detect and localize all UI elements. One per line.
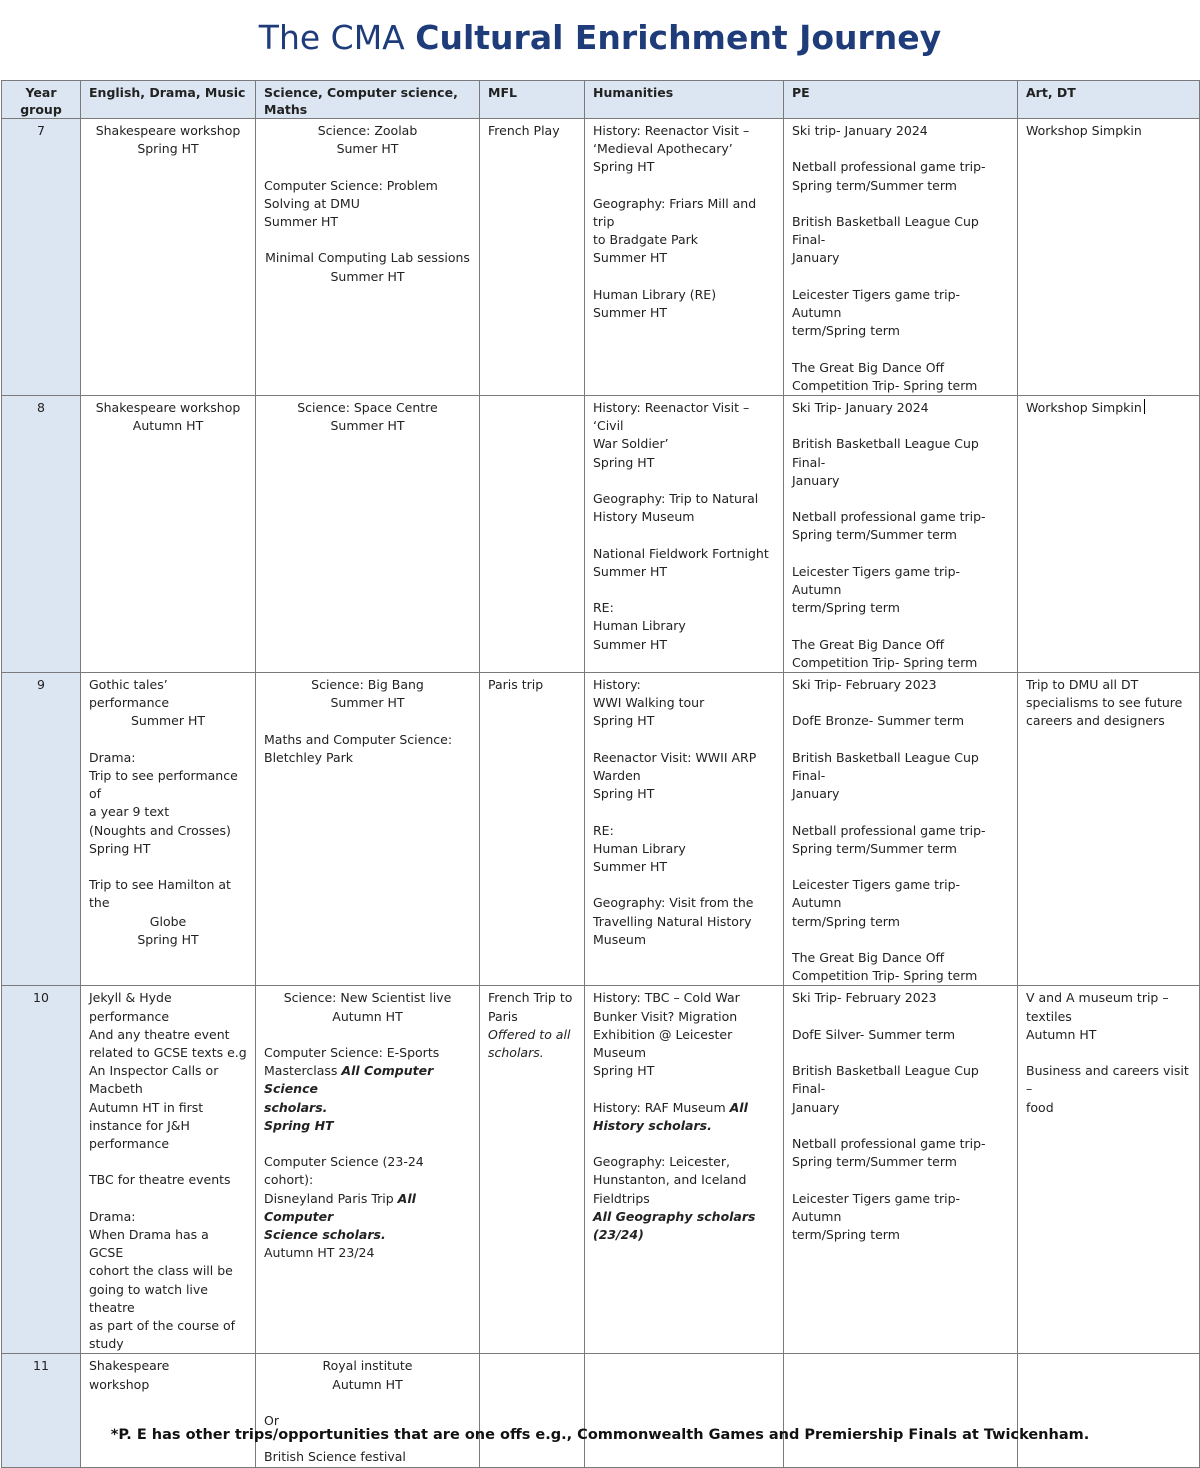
cell-line: Globe — [149, 913, 187, 929]
cell-line: Autumn HT — [1026, 1026, 1097, 1042]
cell-line: Netball professional game trip- — [792, 159, 986, 175]
cell-line: Summer HT — [330, 268, 405, 284]
cell-line: History: — [593, 676, 641, 692]
cell-line: Spring HT — [593, 786, 655, 802]
cell-line: Summer HT — [330, 695, 405, 711]
cell-line — [264, 158, 471, 176]
cell-line: term/Spring term — [792, 600, 900, 616]
cell-line: (Noughts and Crosses) — [89, 822, 231, 838]
cell-line: Ski trip- January 2024 — [792, 123, 928, 138]
cell-line: British Basketball League Cup Final- — [792, 436, 983, 470]
cell-line — [792, 490, 1009, 508]
cell-line: Summer HT — [264, 214, 339, 229]
cell-line: Spring HT — [593, 1063, 655, 1079]
header-row — [2, 81, 1200, 119]
cell-line: Spring HT — [89, 840, 151, 856]
cell-line — [792, 140, 1009, 158]
cell-line: Computer Science: E-Sports — [264, 1044, 440, 1060]
cell-line: War Soldier’ — [593, 436, 669, 452]
cell-art-dt — [1018, 119, 1200, 396]
cell-line: as part of the course of — [89, 1317, 236, 1333]
cell-line: Bunker Visit? Migration — [593, 1008, 738, 1024]
cell-line: Trip to see performance of — [89, 767, 242, 802]
cell-line: Autumn HT — [332, 1376, 403, 1392]
cell-line: term/Spring term — [792, 323, 900, 339]
cell-line: All Geography scholars — [593, 1208, 756, 1224]
cell-line: Workshop Simpkin — [1026, 123, 1142, 138]
cell-line: Macbeth — [89, 1081, 143, 1097]
header-mfl: MFL — [480, 81, 585, 119]
cell-line: And any theatre event — [89, 1026, 230, 1042]
cell-line: History: TBC – Cold War — [593, 990, 740, 1006]
cell-line: Paris — [488, 1008, 518, 1024]
cell-mfl — [480, 1354, 585, 1467]
cell-line: performance — [89, 695, 170, 711]
cell-line: cohort the class will be — [89, 1263, 233, 1279]
cell-line: Leicester Tigers game trip- Autumn — [792, 563, 965, 597]
cell-line — [593, 876, 775, 894]
cell-line — [593, 526, 775, 544]
cell-line — [792, 1044, 1009, 1062]
cell-line: Computer Science (23-24 cohort): — [264, 1154, 428, 1188]
cell-art-dt — [1018, 1354, 1200, 1467]
cell-line: British Science festival — [264, 1449, 406, 1465]
cell-line — [593, 731, 775, 749]
cell-line: Reenactor Visit: WWII ARP — [593, 749, 757, 765]
header-science: Science, Computer science, Maths — [256, 81, 480, 119]
cell-line: Science: Space Centre — [297, 399, 438, 415]
cell-line: workshop — [89, 1376, 150, 1392]
cell-english — [81, 119, 256, 396]
cell-line — [792, 858, 1009, 876]
cell-art-dt — [1018, 986, 1200, 1354]
title-bold: Cultural Enrichment Journey — [415, 18, 942, 57]
cell-line: study — [89, 1336, 124, 1352]
cell-line — [593, 472, 775, 490]
cell-humanities — [585, 1354, 784, 1467]
cell-line — [792, 803, 1009, 821]
cell-line: Science: New Scientist live — [283, 990, 452, 1006]
cell-line: Human Library — [593, 840, 686, 856]
cell-line: Royal institute — [322, 1358, 413, 1374]
cell-line: Spring term/Summer term — [792, 1154, 957, 1170]
enrichment-table — [1, 80, 1200, 1468]
cell-line — [792, 268, 1009, 286]
cell-line: Netball professional game trip- — [792, 1135, 986, 1151]
cell-line: Competition Trip- Spring term — [792, 377, 978, 393]
header-humanities: Humanities — [585, 81, 784, 119]
cell-line: Geography: Trip to Natural — [593, 490, 759, 506]
cell-english — [81, 672, 256, 985]
cell-line: Computer Science: Problem — [264, 177, 438, 193]
cell-line: Netball professional game trip- — [792, 509, 986, 525]
table-row — [2, 119, 1200, 396]
cell-line: January — [792, 786, 840, 802]
cell-line: Gothic tales’ — [89, 676, 168, 692]
title-normal: The CMA — [258, 18, 416, 57]
cell-mfl — [480, 395, 585, 672]
cell-line: January — [792, 1099, 840, 1115]
cell-line: Spring term/Summer term — [792, 527, 957, 543]
cell-line: Museum — [593, 1044, 647, 1060]
cell-line — [792, 1117, 1009, 1135]
cell-line: Shakespeare workshop — [95, 399, 241, 415]
cell-line: Summer HT — [593, 636, 668, 652]
cell-line: Geography: Visit from the — [593, 895, 754, 911]
cell-line: Or — [264, 1412, 279, 1428]
cell-line: textiles — [1026, 1008, 1072, 1024]
cell-line: Spring HT — [137, 931, 199, 947]
cell-line: Minimal Computing Lab sessions — [265, 250, 470, 266]
cell-line: Summer HT — [130, 713, 206, 729]
cell-pe — [784, 672, 1018, 985]
cell-line: RE: — [593, 822, 614, 838]
cell-line: January — [792, 250, 840, 266]
cell-line: Spring HT — [593, 159, 655, 175]
cell-line — [792, 617, 1009, 635]
cell-line: careers and designers — [1026, 713, 1165, 729]
cell-line: Geography: Friars Mill and trip — [593, 195, 761, 229]
cell-pe — [784, 986, 1018, 1354]
cell-line: ‘Medieval Apothecary’ — [593, 141, 733, 157]
cell-science — [256, 986, 480, 1354]
cell-line — [792, 1008, 1009, 1026]
cell-line: DofE Bronze- Summer term — [792, 713, 964, 729]
cell-line: Paris trip — [488, 676, 544, 692]
cell-line: Leicester Tigers game trip- Autumn — [792, 286, 965, 320]
cell-line — [593, 581, 775, 599]
cell-line: Shakespeare workshop — [95, 123, 241, 138]
cell-line: Ski Trip- January 2024 — [792, 399, 929, 415]
cell-line: Leicester Tigers game trip- Autumn — [792, 1190, 965, 1224]
cell-line — [593, 1080, 775, 1098]
cell-line: Spring HT — [593, 713, 655, 729]
cell-line: Maths and Computer Science: — [264, 731, 453, 747]
cell-pe — [784, 395, 1018, 672]
header-english: English, Drama, Music — [81, 81, 256, 119]
cell-line: Drama: — [89, 1208, 136, 1224]
cell-line: French Play — [488, 123, 560, 138]
cell-line: Hunstanton, and Iceland — [593, 1172, 747, 1188]
cell-line: (23/24) — [593, 1226, 644, 1242]
year-group-cell: 8 — [2, 395, 81, 672]
cell-art-dt — [1018, 672, 1200, 985]
cell-line: The Great Big Dance Off — [792, 949, 945, 965]
cell-line: Competition Trip- Spring term — [792, 654, 978, 670]
cell-line: specialisms to see future — [1026, 695, 1183, 711]
cell-mfl — [480, 986, 585, 1354]
cell-line: Disneyland Paris Trip All Computer — [264, 1190, 421, 1224]
header-year-group: Year group — [2, 81, 81, 119]
cell-line: Ski Trip- February 2023 — [792, 676, 937, 692]
cell-pe — [784, 1354, 1018, 1467]
table-row — [2, 395, 1200, 672]
cell-line: Autumn HT 23/24 — [264, 1245, 375, 1261]
cell-mfl — [480, 119, 585, 396]
cell-line: Summer HT — [593, 858, 668, 874]
cell-line — [593, 177, 775, 195]
cell-english — [81, 986, 256, 1354]
cell-line: term/Spring term — [792, 1226, 900, 1242]
cell-line: Netball professional game trip- — [792, 822, 986, 838]
cell-line: performance — [89, 1135, 170, 1151]
cell-line: Human Library (RE) — [593, 286, 717, 302]
cell-line: Spring HT — [593, 454, 655, 470]
cell-line — [89, 1153, 247, 1171]
cell-pe — [784, 119, 1018, 396]
cell-line — [264, 231, 471, 249]
table-row — [2, 672, 1200, 985]
cell-line: Fieldtrips — [593, 1190, 650, 1206]
cell-line: History scholars. — [593, 1117, 712, 1133]
cell-line: Ski Trip- February 2023 — [792, 990, 937, 1006]
cell-line — [792, 931, 1009, 949]
cell-line: Spring term/Summer term — [792, 177, 957, 193]
table-row — [2, 986, 1200, 1354]
cell-line: performance — [89, 1008, 170, 1024]
cell-line: a year 9 text — [89, 804, 170, 820]
cell-line: scholars. — [488, 1044, 544, 1060]
cell-line: Spring HT — [264, 1117, 334, 1133]
year-group-cell: 9 — [2, 672, 81, 985]
cell-line: Jekyll & Hyde — [89, 990, 172, 1006]
cell-science — [256, 1354, 480, 1467]
cell-line: Summer HT — [330, 418, 405, 434]
cell-line: History Museum — [593, 509, 695, 525]
cell-line: History: Reenactor Visit – — [593, 123, 750, 138]
cell-humanities — [585, 672, 784, 985]
cell-line: Offered to all — [488, 1026, 571, 1042]
cell-line — [792, 545, 1009, 563]
cell-humanities — [585, 395, 784, 672]
cell-line: Trip to DMU all DT — [1026, 676, 1139, 692]
cell-line: instance for J&H — [89, 1117, 190, 1133]
cell-line: going to watch live theatre — [89, 1281, 212, 1315]
cell-line: Travelling Natural History — [593, 913, 752, 929]
page-title — [0, 18, 1200, 57]
cell-line — [792, 195, 1009, 213]
cell-line: Science: Big Bang — [311, 676, 424, 692]
cell-line: Solving at DMU — [264, 195, 360, 211]
cell-line: Masterclass All Computer Science — [264, 1063, 438, 1097]
cell-line: Human Library — [593, 618, 686, 634]
cell-line: Trip to see Hamilton at the — [89, 877, 235, 911]
cell-line: An Inspector Calls or — [89, 1063, 219, 1079]
cell-english — [81, 395, 256, 672]
cell-mfl — [480, 672, 585, 985]
cell-line — [89, 731, 247, 749]
text-cursor — [1144, 399, 1145, 414]
cell-line: DofE Silver- Summer term — [792, 1026, 956, 1042]
cell-line: Summer HT — [593, 305, 668, 320]
cell-line: January — [792, 472, 840, 488]
cell-line: Warden — [593, 767, 641, 783]
cell-line: Museum — [593, 931, 647, 947]
cell-line: Leicester Tigers game trip- Autumn — [792, 877, 965, 911]
cell-line — [264, 1394, 471, 1412]
table-row — [2, 1354, 1200, 1467]
cell-line — [593, 1135, 775, 1153]
cell-line — [89, 1190, 247, 1208]
cell-line: Competition Trip- Spring term — [792, 968, 978, 984]
cell-line — [593, 268, 775, 286]
cell-line: Science scholars. — [264, 1226, 386, 1242]
cell-line: French Trip to — [488, 990, 573, 1006]
cell-line: When Drama has a GCSE — [89, 1226, 213, 1261]
cell-line: National Fieldwork Fortnight — [593, 545, 769, 561]
cell-line: term/Spring term — [792, 913, 900, 929]
cell-line: Summer HT — [593, 563, 668, 579]
cell-line: Business and careers visit – — [1026, 1063, 1193, 1097]
cell-line: Spring HT — [137, 141, 199, 157]
cell-line: British Basketball League Cup Final- — [792, 213, 983, 248]
cell-line: food — [1026, 1099, 1054, 1115]
cell-line: RE: — [593, 600, 614, 616]
cell-line — [593, 803, 775, 821]
cell-line: Geography: Leicester, — [593, 1154, 730, 1170]
cell-line: Summer HT — [593, 250, 668, 266]
cell-line: British Basketball League Cup Final- — [792, 1063, 983, 1097]
year-group-cell: 10 — [2, 986, 81, 1354]
cell-line — [264, 1135, 471, 1153]
cell-line: Spring term/Summer term — [792, 840, 957, 856]
year-group-cell: 11 — [2, 1354, 81, 1467]
cell-line: Autumn HT — [132, 418, 204, 434]
cell-line: V and A museum trip – — [1026, 990, 1169, 1006]
cell-line: Workshop Simpkin — [1026, 399, 1191, 417]
cell-line: scholars. — [264, 1099, 328, 1115]
cell-line: The Great Big Dance Off — [792, 359, 945, 375]
cell-line: TBC for theatre events — [89, 1172, 231, 1188]
header-art-dt: Art, DT — [1018, 81, 1200, 119]
cell-line: Bletchley Park — [264, 749, 353, 765]
cell-line: History: Reenactor Visit – ‘Civil — [593, 399, 754, 434]
cell-line: Autumn HT — [332, 1008, 403, 1024]
cell-line — [792, 694, 1009, 712]
year-group-cell: 7 — [2, 119, 81, 396]
cell-line: to Bradgate Park — [593, 232, 699, 248]
cell-line — [264, 1026, 471, 1044]
cell-science — [256, 672, 480, 985]
cell-line: Science: Zoolab — [317, 123, 418, 138]
cell-line — [89, 858, 247, 876]
cell-line — [1026, 1044, 1191, 1062]
cell-line: Autumn HT in first — [89, 1099, 204, 1115]
cell-line — [792, 1171, 1009, 1189]
cell-line — [792, 731, 1009, 749]
cell-line: Shakespeare — [89, 1358, 170, 1374]
cell-line: Sumer HT — [336, 141, 399, 157]
cell-science — [256, 119, 480, 396]
cell-line: WWI Walking tour — [593, 695, 705, 711]
cell-line: related to GCSE texts e.g — [89, 1044, 247, 1060]
cell-line: Drama: — [89, 749, 136, 765]
cell-line — [792, 340, 1009, 358]
cell-line: Exhibition @ Leicester — [593, 1026, 733, 1042]
cell-line — [792, 417, 1009, 435]
cell-science — [256, 395, 480, 672]
cell-line — [264, 712, 471, 730]
footnote: *P. E has other trips/opportunities that are one offs e.g., Commonwealth Games and Premiership Finals at Twickenham. — [110, 1427, 1090, 1443]
header-pe: PE — [784, 81, 1018, 119]
cell-english — [81, 1354, 256, 1467]
cell-line: British Basketball League Cup Final- — [792, 749, 983, 783]
cell-line: History: RAF Museum All — [593, 1099, 748, 1115]
cell-humanities — [585, 119, 784, 396]
cell-humanities — [585, 986, 784, 1354]
cell-line: The Great Big Dance Off — [792, 636, 945, 652]
cell-art-dt — [1018, 395, 1200, 672]
